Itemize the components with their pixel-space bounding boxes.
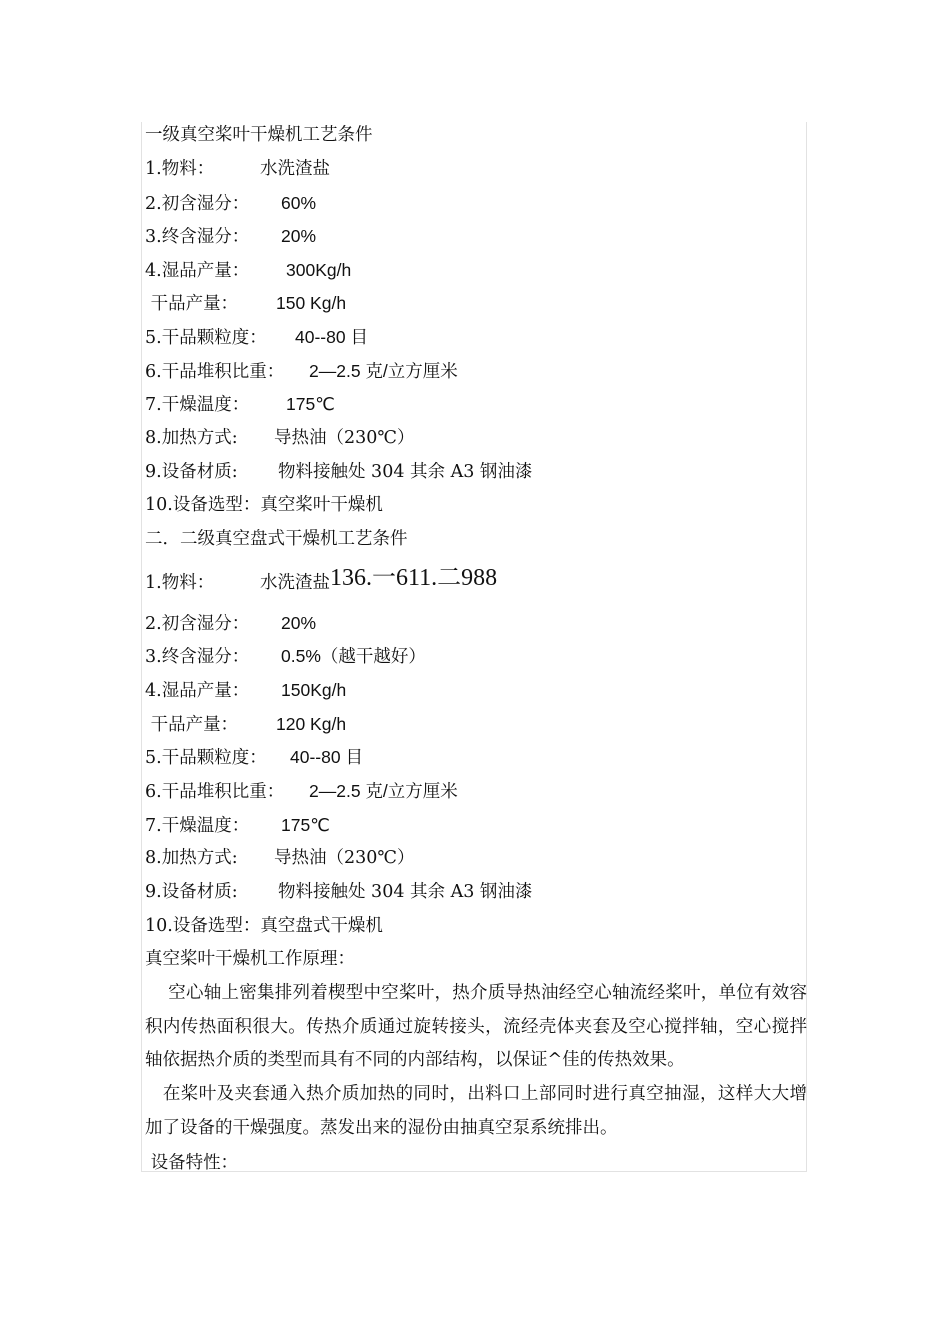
row-value: 300Kg/h bbox=[286, 260, 352, 280]
section1-row-final-moisture bbox=[145, 225, 316, 248]
section2-row-granularity bbox=[145, 746, 363, 769]
section2-row-drying-temp bbox=[145, 814, 330, 837]
row-label: 2.初含湿分： bbox=[145, 614, 250, 634]
row-value: 物料接触处 304 其余 A3 钢油漆 bbox=[278, 462, 533, 482]
row-value: 2—2.5 克/立方厘米 bbox=[309, 361, 458, 381]
row-label: 10.设备选型： bbox=[145, 916, 261, 936]
row-value: 0.5%（越干越好） bbox=[281, 646, 426, 666]
section2-row-wet-output bbox=[145, 679, 346, 702]
row-label: 3.终含湿分： bbox=[145, 647, 250, 667]
row-value: 175℃ bbox=[286, 394, 335, 414]
row-label: 7.干燥温度： bbox=[145, 395, 250, 415]
section1-row-material bbox=[145, 158, 330, 180]
section1-row-material-spec bbox=[145, 461, 532, 483]
row-value: 导热油（230℃） bbox=[274, 848, 415, 868]
section1-row-dry-output bbox=[145, 292, 346, 315]
section1-row-bulk-density bbox=[145, 360, 458, 383]
section2-row-equipment-type bbox=[145, 915, 383, 937]
row-label: 8.加热方式: bbox=[145, 428, 238, 448]
row-label: 9.设备材质: bbox=[145, 882, 238, 902]
row-value: 20% bbox=[281, 226, 317, 246]
row-label: 干品产量： bbox=[145, 294, 239, 314]
section2-title: 二．二级真空盘式干燥机工艺条件 bbox=[145, 529, 408, 549]
row-value: 真空桨叶干燥机 bbox=[260, 495, 383, 515]
section1-row-drying-temp bbox=[145, 393, 335, 416]
section2-row-initial-moisture bbox=[145, 612, 316, 635]
row-label: 4.湿品产量： bbox=[145, 681, 250, 701]
row-label: 3.终含湿分： bbox=[145, 227, 250, 247]
row-label: 2.初含湿分： bbox=[145, 194, 250, 214]
section1-row-initial-moisture bbox=[145, 192, 316, 215]
row-value: 120 Kg/h bbox=[276, 714, 347, 734]
row-value: 60% bbox=[281, 193, 317, 213]
row-value: 20% bbox=[281, 613, 317, 633]
row-label: 8.加热方式: bbox=[145, 848, 238, 868]
row-value: 水洗渣盐 bbox=[260, 573, 330, 593]
section1-row-equipment-type bbox=[145, 494, 383, 516]
row-value: 物料接触处 304 其余 A3 钢油漆 bbox=[278, 882, 533, 902]
row-label: 干品产量： bbox=[145, 715, 239, 735]
row-value: 175℃ bbox=[281, 815, 330, 835]
row-value: 2—2.5 克/立方厘米 bbox=[309, 781, 458, 801]
principle-paragraph-2: 在桨叶及夹套通入热介质加热的同时，出料口上部同时进行真空抽湿，这样大大增加了设备的干燥强度。蒸发出来的湿份由抽真空泵系统排出。 bbox=[145, 1084, 807, 1138]
section2-row-material bbox=[145, 567, 497, 594]
row-value: 150Kg/h bbox=[281, 680, 347, 700]
row-value: 40--80 目 bbox=[295, 327, 368, 347]
principle-title: 真空桨叶干燥机工作原理： bbox=[145, 949, 355, 969]
row-value: 导热油（230℃） bbox=[274, 428, 415, 448]
section2-row-material-spec bbox=[145, 881, 532, 903]
row-label: 5.干品颗粒度： bbox=[145, 328, 267, 348]
row-value: 真空盘式干燥机 bbox=[260, 916, 383, 936]
section2-row-heating-method bbox=[145, 847, 414, 869]
phone-number: 136.一611.二988 bbox=[330, 565, 498, 591]
section2-row-dry-output bbox=[145, 713, 346, 736]
row-label: 10.设备选型： bbox=[145, 495, 261, 515]
principle-paragraph-1: 空心轴上密集排列着楔型中空桨叶，热介质导热油经空心轴流经桨叶，单位有效容积内传热面积很大。传热介质通过旋转接头，流经壳体夹套及空心搅拌轴，空心搅拌轴依据热介质的类型而具有不同的内部结构，以保证^佳的传热效果。 bbox=[145, 983, 807, 1070]
section1-row-wet-output bbox=[145, 259, 351, 282]
row-label: 1.物料： bbox=[145, 159, 215, 179]
row-label: 4.湿品产量： bbox=[145, 261, 250, 281]
row-value: 150 Kg/h bbox=[276, 293, 347, 313]
section2-row-final-moisture bbox=[145, 645, 426, 668]
row-label: 1.物料： bbox=[145, 573, 215, 593]
row-label: 9.设备材质: bbox=[145, 462, 238, 482]
section1-row-heating-method bbox=[145, 427, 414, 449]
row-value: 40--80 目 bbox=[290, 747, 363, 767]
row-label: 5.干品颗粒度： bbox=[145, 748, 267, 768]
features-title: 设备特性： bbox=[145, 1153, 239, 1173]
row-label: 7.干燥温度： bbox=[145, 816, 250, 836]
section1-title: 一级真空桨叶干燥机工艺条件 bbox=[145, 125, 373, 145]
row-label: 6.干品堆积比重： bbox=[145, 362, 285, 382]
section1-row-granularity bbox=[145, 326, 368, 349]
section2-row-bulk-density bbox=[145, 780, 458, 803]
row-label: 6.干品堆积比重： bbox=[145, 782, 285, 802]
row-value: 水洗渣盐 bbox=[260, 159, 330, 179]
